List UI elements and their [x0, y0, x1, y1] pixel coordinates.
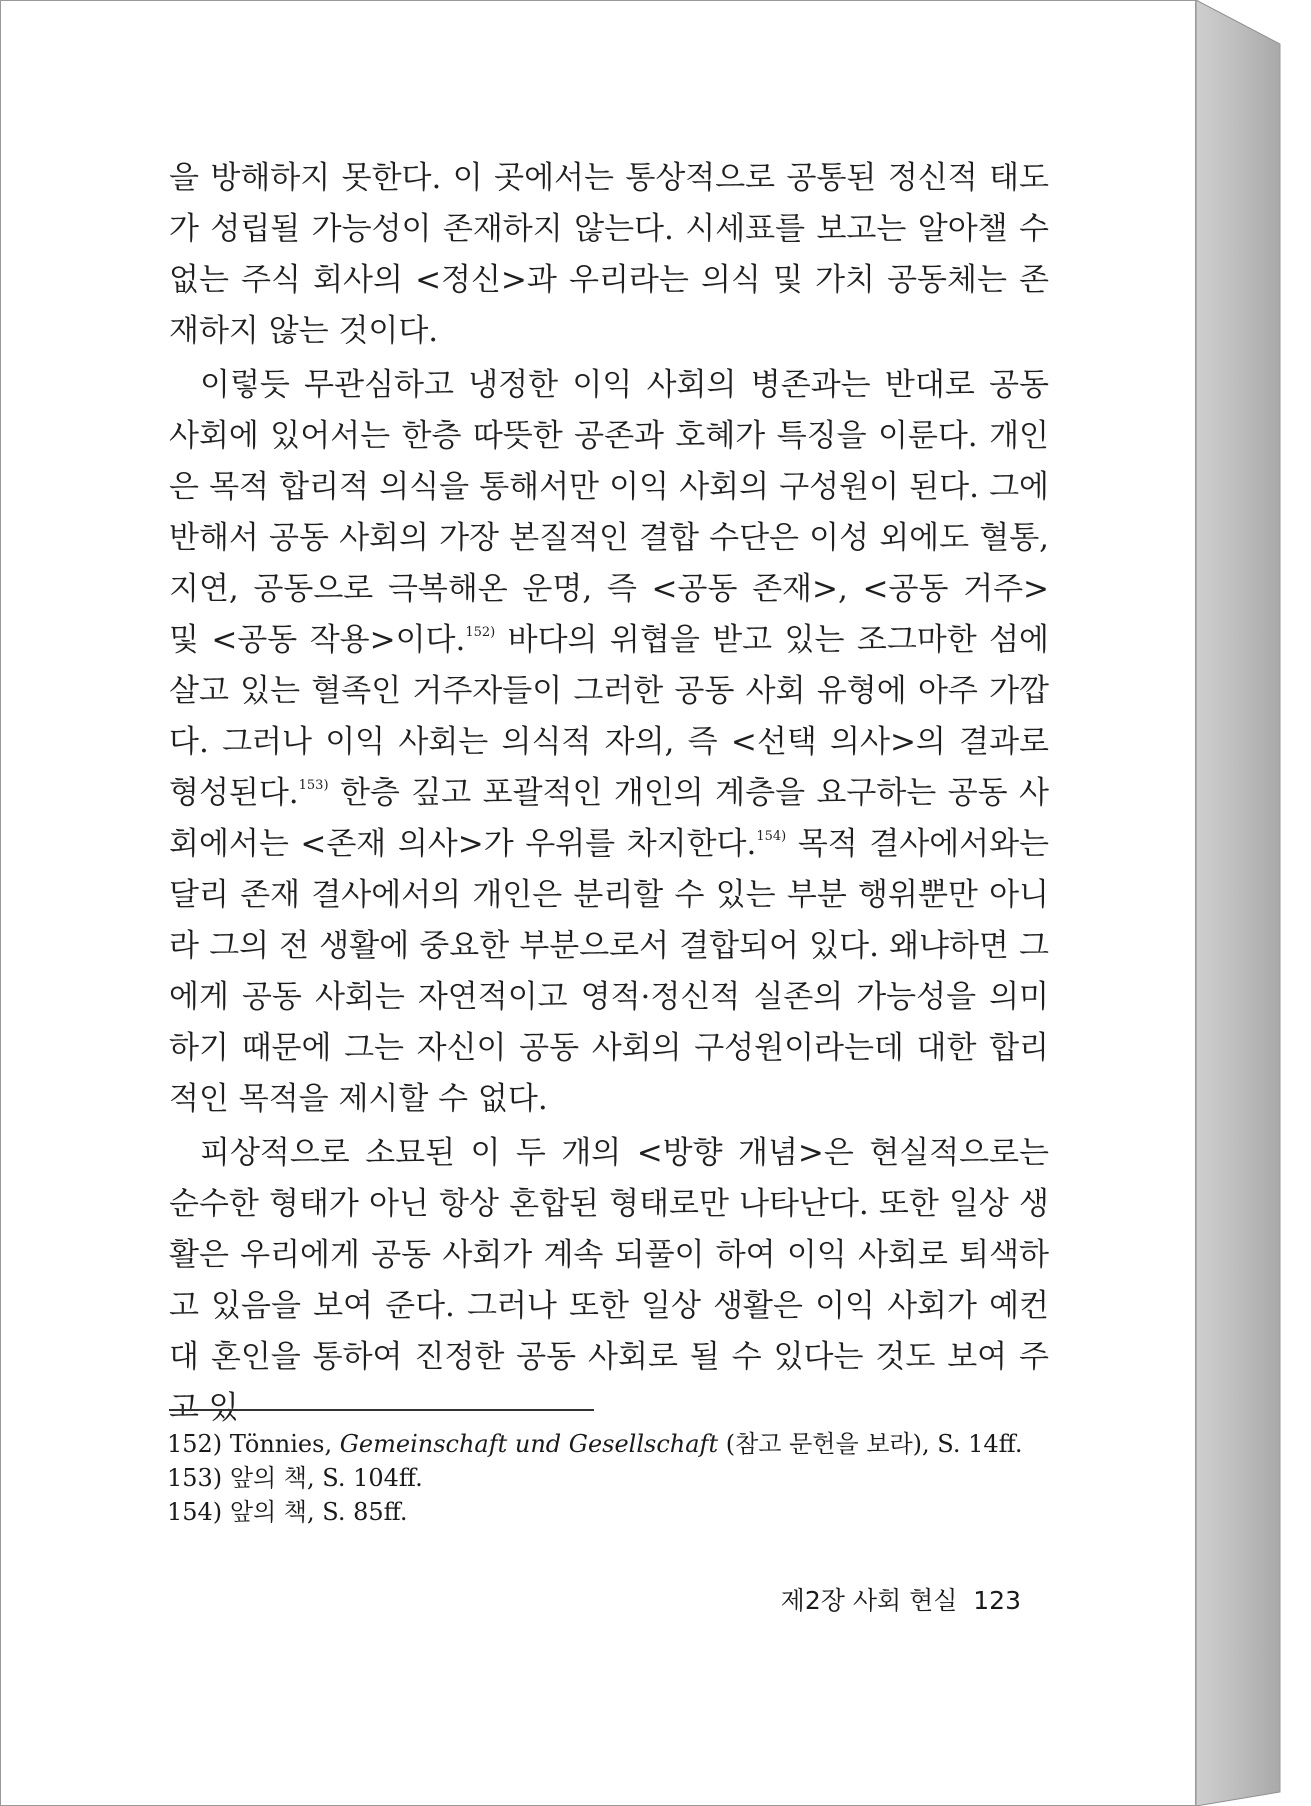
paragraph-text: 이렇듯 무관심하고 냉정한 이익 사회의 병존과는 반대로 공동 사회에 있어서는 한층 따뜻한 공존과 호혜가 특징을 이룬다. 개인은 목적 합리적 의식을 통해서만 이익 사회의 구성원이 된다. 그에 반해서 공동 사회의 가장 본질적인 결합 수단은 이성 외에도 혈통, 지연, 공동으로 극복해온 운명, 즉 <공동 존재>, <공동 거주> 및 <공동 작용>이다.	[169, 367, 1049, 658]
paragraph-text: 을 방해하지 못한다. 이 곳에서는 통상적으로 공통된 정신적 태도가 성립될 가능성이 존재하지 않는다. 시세표를 보고는 알아챌 수 없는 주식 회사의 <정신>과 우리라는 의식 및 가치 공동체는 존재하지 않는 것이다.	[169, 160, 1049, 349]
paragraph-text: 바다의 위협을 받고 있는 조그마한 섬에 살고 있는 혈족인 거주자들이 그러한 공동 사회 유형에 아주 가깝다. 그러나 이익 사회는 의식적 자의, 즉 <선택 의사>의 결과로 형성된다.	[169, 622, 1049, 811]
footnote-number: 153)	[167, 1464, 223, 1492]
footnote-154	[167, 1495, 1047, 1529]
footnote-author: Tönnies,	[229, 1430, 333, 1458]
footnote-divider	[169, 1409, 594, 1411]
paragraph-1	[169, 153, 1049, 357]
chapter-title: 제2장 사회 현실	[780, 1586, 958, 1615]
page-number: 123	[973, 1586, 1021, 1615]
page-footer	[701, 1581, 1021, 1617]
footnote-ref-154[interactable]: 154)	[756, 829, 787, 844]
footnote-152	[167, 1427, 1047, 1461]
footnotes	[167, 1427, 1047, 1529]
footnote-number: 154)	[167, 1498, 223, 1526]
footnote-text: 앞의 책, S. 104ff.	[229, 1464, 423, 1492]
footnote-title: Gemeinschaft und Gesellschaft	[339, 1430, 719, 1458]
body-text	[169, 153, 1049, 1437]
footnote-text: 앞의 책, S. 85ff.	[229, 1498, 408, 1526]
footnote-number: 152)	[167, 1430, 223, 1458]
book-edge-3d	[1196, 0, 1311, 1806]
paragraph-text: 목적 결사에서와는 달리 존재 결사에서의 개인은 분리할 수 있는 부분 행위뿐만 아니라 그의 전 생활에 중요한 부분으로서 결합되어 있다. 왜냐하면 그에게 공동 사회는 자연적이고 영적·정신적 실존의 가능성을 의미하기 때문에 그는 자신이 공동 사회의 구성원이라는데 대한 합리적인 목적을 제시할 수 없다.	[169, 826, 1049, 1117]
paragraph-text: 피상적으로 소묘된 이 두 개의 <방향 개념>은 현실적으로는 순수한 형태가 아닌 항상 혼합된 형태로만 나타난다. 또한 일상 생활은 우리에게 공동 사회가 계속 되풀이 하여 이익 사회로 퇴색하고 있음을 보여 준다. 그러나 또한 일상 생활은 이익 사회가 예컨대 혼인을 통하여 진정한 공동 사회로 될 수 있다는 것도 보여 주고 있	[169, 1135, 1049, 1426]
footnote-153	[167, 1461, 1047, 1495]
paragraph-2	[169, 360, 1049, 1125]
footnote-ref-153[interactable]: 153)	[298, 778, 329, 793]
paragraph-3	[169, 1128, 1049, 1434]
paragraph-text: 한층 깊고 포괄적인 개인의 계층을 요구하는 공동 사회에서는 <존재 의사>가 우위를 차지한다.	[169, 775, 1049, 862]
footnote-ref-152[interactable]: 152)	[465, 625, 496, 640]
footnote-text: (참고 문헌을 보라), S. 14ff.	[725, 1430, 1023, 1458]
